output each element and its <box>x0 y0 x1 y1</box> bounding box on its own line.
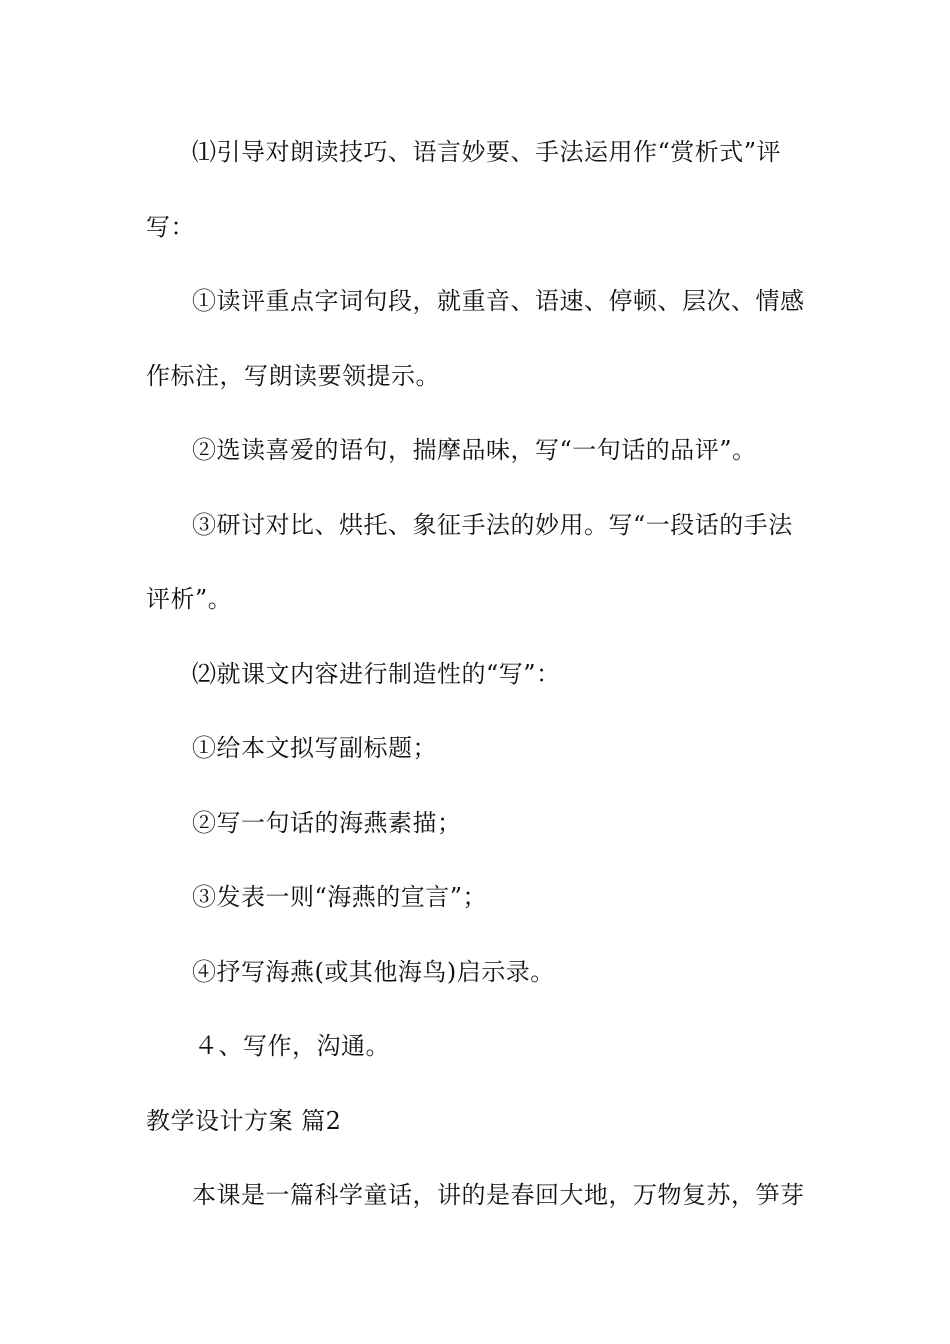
paragraph-line: 写： <box>146 213 195 241</box>
paragraph-line: 作标注，写朗读要领提示。 <box>146 362 440 390</box>
paragraph-line: 评析”。 <box>146 585 233 613</box>
paragraph-line: ⑵就课文内容进行制造性的“写”： <box>192 660 561 688</box>
paragraph-line: ４、写作，沟通。 <box>194 1032 390 1060</box>
paragraph-line: ③发表一则“海燕的宣言”； <box>192 883 488 911</box>
paragraph-line: ③研讨对比、烘托、象征手法的妙用。写“一段话的手法 <box>192 511 793 539</box>
paragraph-line: ①读评重点字词句段，就重音、语速、停顿、层次、情感 <box>192 287 805 315</box>
paragraph-line: 本课是一篇科学童话，讲的是春回大地，万物复苏，笋芽 <box>192 1181 805 1209</box>
paragraph-line: ②选读喜爱的语句，揣摩品味，写“一句话的品评”。 <box>192 436 757 464</box>
paragraph-line: ①给本文拟写副标题； <box>192 734 437 762</box>
paragraph-line: ④抒写海燕(或其他海鸟)启示录。 <box>192 958 555 986</box>
paragraph-line: ②写一句话的海燕素描； <box>192 809 462 837</box>
section-heading: 教学设计方案 篇2 <box>146 1107 342 1135</box>
paragraph-line: ⑴引导对朗读技巧、语言妙要、手法运用作“赏析式”评 <box>192 138 782 166</box>
